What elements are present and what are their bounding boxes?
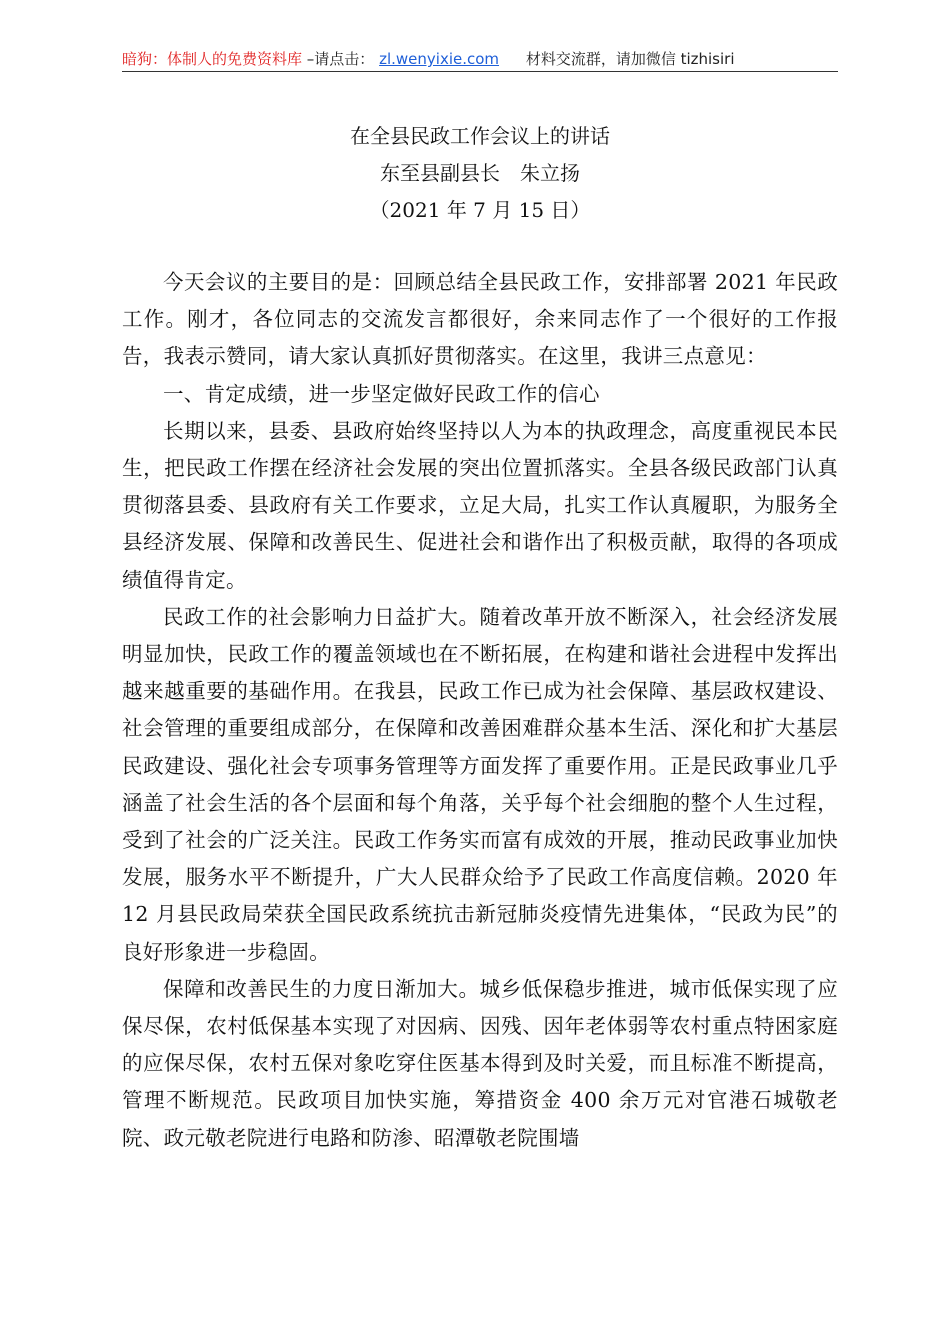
page-header [122,46,838,72]
header-contact: 材料交流群，请加微信 tizhisiri [525,50,735,68]
paragraph: 长期以来，县委、县政府始终坚持以人为本的执政理念，高度重视民本民生，把民政工作摆在经济社会发展的突出位置抓落实。全县各级民政部门认真贯彻落县委、县政府有关工作要求，立足大局，扎实工作认真履职，为服务全县经济发展、保障和改善民生、促进社会和谐作出了积极贡献，取得的各项成绩值得肯定。 [122,418,838,592]
document-date: （2021 年 7 月 15 日） [369,198,591,222]
header-prompt: –请点击： [306,50,375,68]
document-speaker: 东至县副县长 朱立扬 [380,161,580,185]
paragraph: 民政工作的社会影响力日益扩大。随着改革开放不断深入，社会经济发展明显加快，民政工作的覆盖领域也在不断拓展，在构建和谐社会进程中发挥出越来越重要的基础作用。在我县，民政工作已成为社会保障、基层政权建设、社会管理的重要组成部分，在保障和改善困难群众基本生活、深化和扩大基层民政建设、强化社会专项事务管理等方面发挥了重要作用。正是民政事业几乎涵盖了社会生活的各个层面和每个角落，关乎每个社会细胞的整个人生过程，受到了社会的广泛关注。民政工作务实而富有成效的开展，推动民政事业加快发展，服务水平不断提升，广大人民群众给予了民政工作高度信赖。2020 年 12 月县民政局荣获全国民政系统抗击新冠肺炎疫情先进集体，“民政为民”的良好形象进一步稳固。 [122,604,838,964]
section-heading: 一、肯定成绩，进一步坚定做好民政工作的信心 [163,381,600,406]
document-body [122,264,838,1157]
paragraph-intro: 今天会议的主要目的是：回顾总结全县民政工作，安排部署 2021 年民政工作。刚才，各位同志的交流发言都很好，余来同志作了一个很好的工作报告，我表示赞同，请大家认真抓好贯彻落实。在这里，我讲三点意见： [122,270,838,369]
document-title: 在全县民政工作会议上的讲话 [350,124,610,148]
paragraph: 保障和改善民生的力度日渐加大。城乡低保稳步推进，城市低保实现了应保尽保，农村低保基本实现了对因病、因残、因年老体弱等农村重点特困家庭的应保尽保，农村五保对象吃穿住医基本得到及时关爱，而且标准不断提高，管理不断规范。民政项目加快实施，筹措资金 400 余万元对官港石城敬老院、政元敬老院进行电路和防渗、昭潭敬老院围墙 [122,976,838,1150]
header-divider [122,71,838,72]
document-title-block [122,118,838,229]
header-brand: 暗狗：体制人的免费资料库 [122,50,303,68]
header-link[interactable]: zl.wenyixie.com [379,50,500,68]
